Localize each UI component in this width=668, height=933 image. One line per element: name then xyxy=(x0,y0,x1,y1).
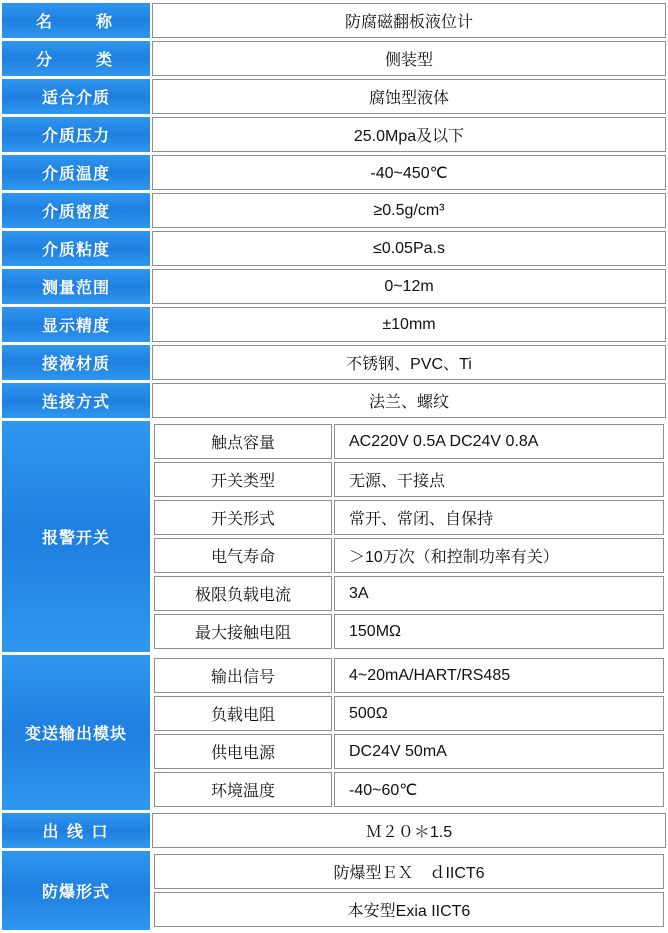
row-label-accuracy: 显示精度 xyxy=(2,307,150,342)
table-row xyxy=(2,813,666,848)
transmitter-ambient-temp-label: 环境温度 xyxy=(154,772,332,807)
table-row xyxy=(2,3,666,38)
list-item xyxy=(154,734,664,769)
transmitter-load-resistance-label: 负载电阻 xyxy=(154,696,332,731)
table-row-transmitter xyxy=(2,655,666,810)
row-value-accuracy: ±10mm xyxy=(152,307,666,342)
explosion-proof-type-1: 防爆型ＥＸ ｄIICT6 xyxy=(154,854,664,889)
alarm-switch-form-label: 开关形式 xyxy=(154,500,332,535)
row-label-connection: 连接方式 xyxy=(2,383,150,418)
alarm-switch-table xyxy=(152,421,666,652)
list-item xyxy=(154,424,664,459)
transmitter-ambient-temp-value: -40~60℃ xyxy=(334,772,664,807)
row-label-density: 介质密度 xyxy=(2,193,150,228)
list-item xyxy=(154,658,664,693)
list-item xyxy=(154,696,664,731)
row-value-density: ≥0.5g/cm³ xyxy=(152,193,666,228)
group-label-alarm-switch: 报警开关 xyxy=(2,421,150,652)
row-label-pressure: 介质压力 xyxy=(2,117,150,152)
transmitter-table xyxy=(152,655,666,810)
group-body-transmitter xyxy=(152,655,666,810)
row-label-name: 名 称 xyxy=(2,3,150,38)
group-label-explosion-proof: 防爆形式 xyxy=(2,851,150,930)
transmitter-output-signal-value: 4~20mA/HART/RS485 xyxy=(334,658,664,693)
alarm-contact-capacity-value: AC220V 0.5A DC24V 0.8A xyxy=(334,424,664,459)
group-label-transmitter: 变送输出模块 xyxy=(2,655,150,810)
explosion-proof-type-2: 本安型Exia IICT6 xyxy=(154,892,664,927)
table-row xyxy=(2,79,666,114)
row-value-viscosity: ≤0.05Pa.s xyxy=(152,231,666,266)
transmitter-load-resistance-value: 500Ω xyxy=(334,696,664,731)
table-row xyxy=(2,193,666,228)
alarm-electrical-life-value: ＞10万次（和控制功率有关） xyxy=(334,538,664,573)
alarm-max-resistance-value: 150MΩ xyxy=(334,614,664,649)
explosion-proof-table xyxy=(152,851,666,930)
list-item xyxy=(154,462,664,497)
row-value-connection: 法兰、螺纹 xyxy=(152,383,666,418)
row-label-category: 分 类 xyxy=(2,41,150,76)
table-row xyxy=(2,383,666,418)
list-item xyxy=(154,576,664,611)
alarm-switch-type-value: 无源、干接点 xyxy=(334,462,664,497)
row-label-outlet: 出 线 口 xyxy=(2,813,150,848)
list-item xyxy=(154,614,664,649)
alarm-electrical-life-label: 电气寿命 xyxy=(154,538,332,573)
row-label-range: 测量范围 xyxy=(2,269,150,304)
row-label-medium: 适合介质 xyxy=(2,79,150,114)
table-row xyxy=(2,41,666,76)
table-row xyxy=(2,307,666,342)
group-body-alarm-switch xyxy=(152,421,666,652)
row-label-temperature: 介质温度 xyxy=(2,155,150,190)
row-value-medium: 腐蚀型液体 xyxy=(152,79,666,114)
table-row xyxy=(2,231,666,266)
alarm-switch-type-label: 开关类型 xyxy=(154,462,332,497)
row-label-wetted-material: 接液材质 xyxy=(2,345,150,380)
table-row xyxy=(2,155,666,190)
row-value-name: 防腐磁翻板液位计 xyxy=(152,3,666,38)
group-body-explosion-proof xyxy=(152,851,666,930)
alarm-limit-current-label: 极限负载电流 xyxy=(154,576,332,611)
alarm-max-resistance-label: 最大接触电阻 xyxy=(154,614,332,649)
list-item xyxy=(154,538,664,573)
list-item xyxy=(154,772,664,807)
table-row xyxy=(2,345,666,380)
row-value-wetted-material: 不锈钢、PVC、Ti xyxy=(152,345,666,380)
row-label-viscosity: 介质粘度 xyxy=(2,231,150,266)
table-row xyxy=(2,269,666,304)
row-value-temperature: -40~450℃ xyxy=(152,155,666,190)
alarm-limit-current-value: 3A xyxy=(334,576,664,611)
row-value-outlet: Ｍ２０＊1.5 xyxy=(152,813,666,848)
transmitter-power-supply-label: 供电电源 xyxy=(154,734,332,769)
list-item xyxy=(154,500,664,535)
table-row-alarm-switch xyxy=(2,421,666,652)
table-row xyxy=(2,117,666,152)
row-value-category: 侧装型 xyxy=(152,41,666,76)
list-item xyxy=(154,854,664,889)
alarm-contact-capacity-label: 触点容量 xyxy=(154,424,332,459)
row-value-range: 0~12m xyxy=(152,269,666,304)
table-row-explosion-proof xyxy=(2,851,666,930)
alarm-switch-form-value: 常开、常闭、自保持 xyxy=(334,500,664,535)
transmitter-power-supply-value: DC24V 50mA xyxy=(334,734,664,769)
row-value-pressure: 25.0Mpa及以下 xyxy=(152,117,666,152)
list-item xyxy=(154,892,664,927)
transmitter-output-signal-label: 输出信号 xyxy=(154,658,332,693)
